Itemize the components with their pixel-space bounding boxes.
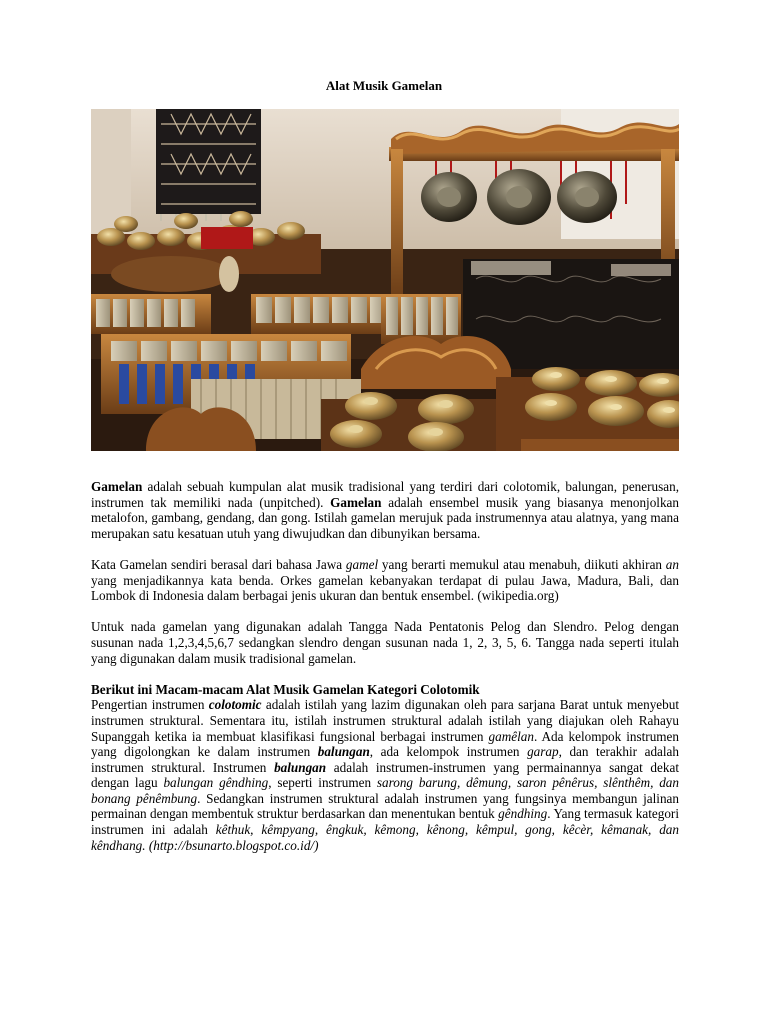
text-run: , ada kelompok instrumen	[369, 744, 528, 760]
term-gamel: gamel	[345, 556, 379, 572]
term-garap: garap	[527, 744, 559, 760]
gamelan-illustration	[91, 109, 679, 451]
term-balungan: balungan	[317, 744, 370, 760]
term-gendhing: gêndhing	[498, 806, 548, 822]
text-run: Pengertian instrumen	[91, 697, 209, 713]
body-text	[91, 479, 679, 869]
text-run: adalah sebuah kumpulan alat musik tradisional yang terdiri dari colotomik, balungan, penerusan, instrumen tak memiliki nada (unpitched).	[91, 479, 679, 510]
page-title: Alat Musik Gamelan	[325, 78, 443, 93]
heading-text: Berikut ini Macam-macam Alat Musik Gamelan Kategori Colotomik	[91, 681, 480, 697]
text-run: adalah ensembel musik yang biasanya menonjolkan metalofon, gambang, gendang, dan gong. Istilah gamelan merujuk pada instrumennya atau alatnya, yang mana merupakan satu kesatuan utuh yang diwujudkan dan dibunyikan bersama.	[91, 494, 679, 541]
term-gamelan: Gamelan	[330, 494, 382, 510]
paragraph-colotomic	[91, 697, 679, 853]
text-run: . Yang termasuk kategori instrumen ini adalah	[91, 806, 679, 838]
gamelan-photo	[91, 109, 679, 451]
paragraph-definition	[91, 479, 679, 541]
term-an: an	[665, 556, 679, 572]
text-run: . Sedangkan instrumen struktural adalah instrumen yang fungsinya membangun jalinan permainan dengan membentuk struktur berdasarkan dan menentukan bentuk	[91, 790, 679, 822]
text-run: adalah istilah yang lazim digunakan oleh para sarjana Barat untuk menyebut instrumen struktural. Sementara itu, istilah instrumen struktural adalah istilah yang diajukan oleh Rahayu Supanggah ketika ia membuat klasifikasi fungsional berbagai instrumen	[91, 697, 679, 744]
text-run: , seperti instrumen	[268, 775, 377, 791]
term-balungan-gendhing: balungan gêndhing	[163, 775, 269, 791]
text-run: adalah instrumen-instrumen yang permainannya sangat dekat dengan lagu	[91, 759, 679, 791]
term-colotomic: colotomic	[208, 697, 262, 713]
term-instrument-list: sarong barung, dêmung, saron pênêrus, slênthêm, dan bonang pênêmbung	[91, 775, 679, 806]
term-gamelan-italic: gamêlan	[488, 728, 534, 744]
text-run: Kata Gamelan sendiri berasal dari bahasa Jawa	[91, 556, 346, 572]
text-run: yang berarti memukul atau menabuh, diikuti akhiran	[378, 556, 666, 572]
paragraph-etymology	[91, 557, 679, 604]
term-structural-list: kêthuk, kêmpyang, êngkuk, kêmong, kênong, kêmpul, gong, kêcèr, kêmanak, dan kêndhang. (http://bsunarto.blogspot.co.id/)	[91, 822, 679, 853]
text-run: , dan terakhir adalah instrumen struktural. Instrumen	[91, 744, 679, 775]
text-run: yang menjadikannya kata benda. Orkes gamelan kebanyakan terdapat di pulau Jawa, Madura, Bali, dan Lombok di Indonesia dalam berbagai jenis ukuran dan bentuk ensembel. (wikipedia.org)	[91, 572, 679, 604]
term-gamelan: Gamelan	[91, 479, 143, 494]
text-run: . Ada kelompok instrumen yang digolongkan ke dalam instrumen	[91, 728, 679, 760]
section-heading	[91, 682, 679, 698]
term-balungan: balungan	[274, 759, 327, 775]
paragraph-scales: Untuk nada gamelan yang digunakan adalah Tangga Nada Pentatonis Pelog dan Slendro. Pelog dengan susunan nada 1,2,3,4,5,6,7 sedangkan slendro dengan susunan nada 1, 2, 3, 5, 6. Tangga nada seperti itulah yang digunakan dalam musik tradisional gamelan.	[91, 619, 679, 666]
